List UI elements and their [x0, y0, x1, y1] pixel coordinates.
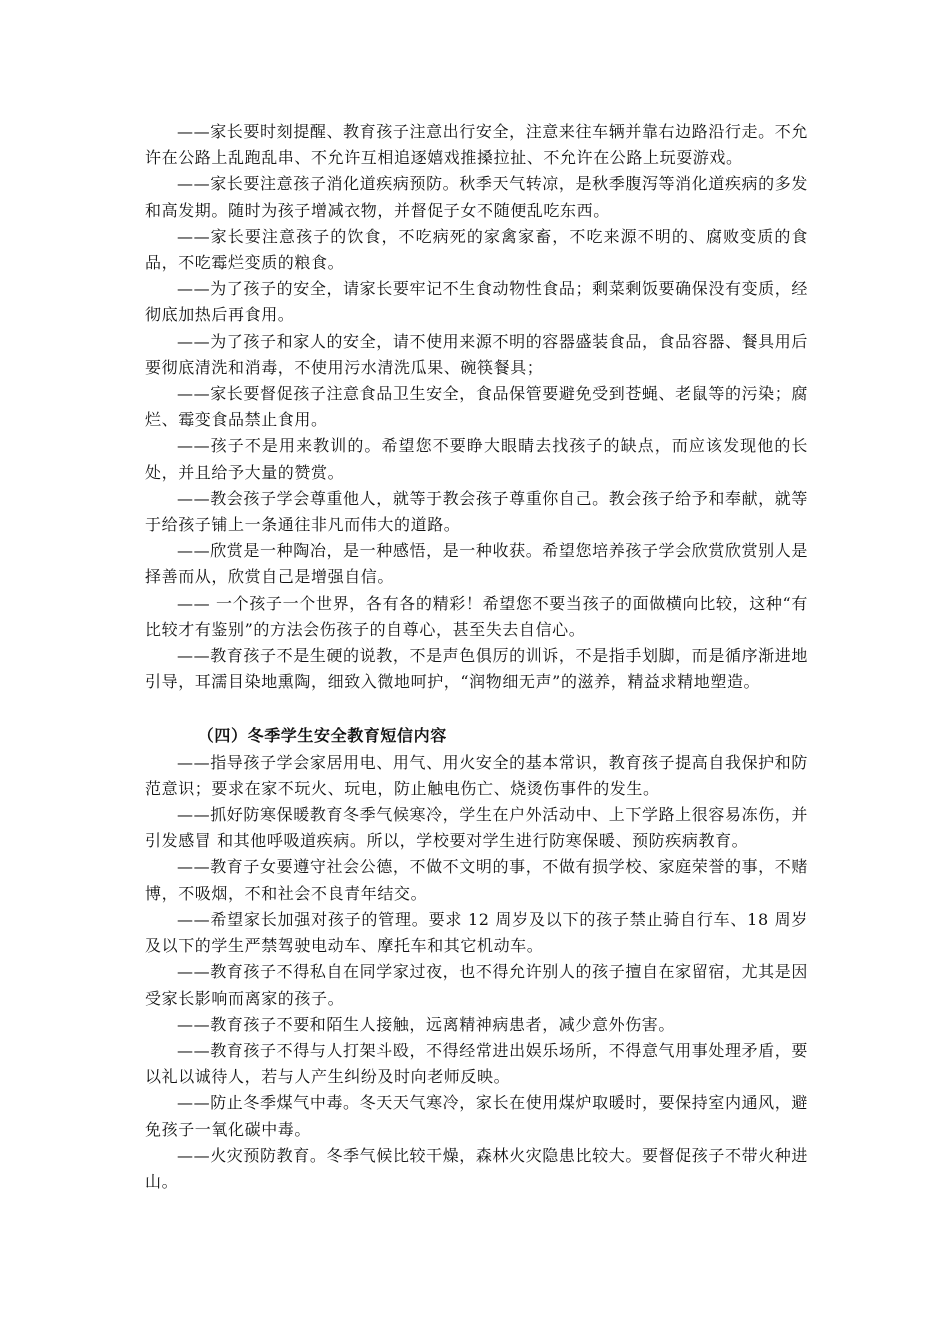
- paragraph: ——抓好防寒保暖教育冬季气候寒冷，学生在户外活动中、上下学路上很容易冻伤，并引发感冒 和其他呼吸道疾病。所以，学校要对学生进行防寒保暖、预防疾病教育。: [145, 805, 808, 851]
- paragraph: ——欣赏是一种陶冶，是一种感悟，是一种收获。希望您培养孩子学会欣赏欣赏别人是择善而从，欣赏自己是增强自信。: [145, 541, 808, 587]
- paragraph: ——教育孩子不要和陌生人接触，远离精神病患者，减少意外伤害。: [177, 1014, 676, 1034]
- paragraph: ——为了孩子和家人的安全，请不使用来源不明的容器盛装食品，食品容器、餐具用后要彻底清洗和消毒，不使用污水清洗瓜果、碗筷餐具；: [145, 331, 808, 377]
- paragraph: ——教育子女要遵守社会公德，不做不文明的事，不做有损学校、家庭荣誉的事，不赌博，不吸烟，不和社会不良青年结交。: [145, 857, 808, 903]
- paragraph: ——孩子不是用来教训的。希望您不要睁大眼睛去找孩子的缺点，而应该发现他的长处，并且给予大量的赞赏。: [145, 436, 808, 482]
- section-four-heading: （四）冬季学生安全教育短信内容: [197, 726, 447, 746]
- section-four-body: [145, 750, 808, 1195]
- paragraph: ——为了孩子的安全，请家长要牢记不生食动物性食品；剩菜剩饭要确保没有变质，经彻底加热后再食用。: [145, 279, 808, 325]
- paragraph: —— 一个孩子一个世界，各有各的精彩！希望您不要当孩子的面做横向比较，这种“有比较才有鉴别”的方法会伤孩子的自尊心，甚至失去自信心。: [145, 593, 808, 639]
- section-three-body: [145, 119, 808, 695]
- paragraph: ——教育孩子不得私自在同学家过夜，也不得允许别人的孩子擅自在家留宿，尤其是因受家长影响而离家的孩子。: [145, 962, 808, 1008]
- paragraph: ——指导孩子学会家居用电、用气、用火安全的基本常识，教育孩子提高自我保护和防范意识；要求在家不玩火、玩电，防止触电伤亡、烧烫伤事件的发生。: [145, 752, 808, 798]
- paragraph: ——家长要时刻提醒、教育孩子注意出行安全，注意来往车辆并靠右边路沿行走。不允许在公路上乱跑乱串、不允许互相追逐嬉戏推搡拉扯、不允许在公路上玩耍游戏。: [145, 122, 808, 168]
- paragraph: ——防止冬季煤气中毒。冬天天气寒冷，家长在使用煤炉取暖时，要保持室内通风，避免孩子一氧化碳中毒。: [145, 1093, 808, 1139]
- document-page: [145, 119, 808, 1195]
- paragraph: ——希望家长加强对孩子的管理。要求 12 周岁及以下的孩子禁止骑自行车、18 周岁及以下的学生严禁驾驶电动车、摩托车和其它机动车。: [145, 909, 808, 956]
- paragraph: ——教会孩子学会尊重他人，就等于教会孩子尊重你自己。教会孩子给予和奉献，就等于给孩子铺上一条通往非凡而伟大的道路。: [145, 488, 808, 535]
- paragraph: ——家长要督促孩子注意食品卫生安全，食品保管要避免受到苍蝇、老鼠等的污染；腐烂、霉变食品禁止食用。: [145, 384, 808, 430]
- paragraph: ——教育孩子不得与人打架斗殴，不得经常进出娱乐场所，不得意气用事处理矛盾，要以礼以诚待人，若与人产生纠纷及时向老师反映。: [145, 1040, 808, 1087]
- paragraph: ——家长要注意孩子的饮食，不吃病死的家禽家畜，不吃来源不明的、腐败变质的食品，不吃霉烂变质的粮食。: [145, 226, 808, 273]
- paragraph: ——家长要注意孩子消化道疾病预防。秋季天气转凉，是秋季腹泻等消化道疾病的多发和高发期。随时为孩子增减衣物，并督促子女不随便乱吃东西。: [145, 174, 808, 220]
- paragraph: ——火灾预防教育。冬季气候比较干燥，森林火灾隐患比较大。要督促孩子不带火种进山。: [145, 1145, 808, 1191]
- paragraph: ——教育孩子不是生硬的说教，不是声色俱厉的训诉，不是指手划脚，而是循序渐进地引导，耳濡目染地熏陶，细致入微地呵护，“润物细无声”的滋养，精益求精地塑造。: [145, 646, 808, 692]
